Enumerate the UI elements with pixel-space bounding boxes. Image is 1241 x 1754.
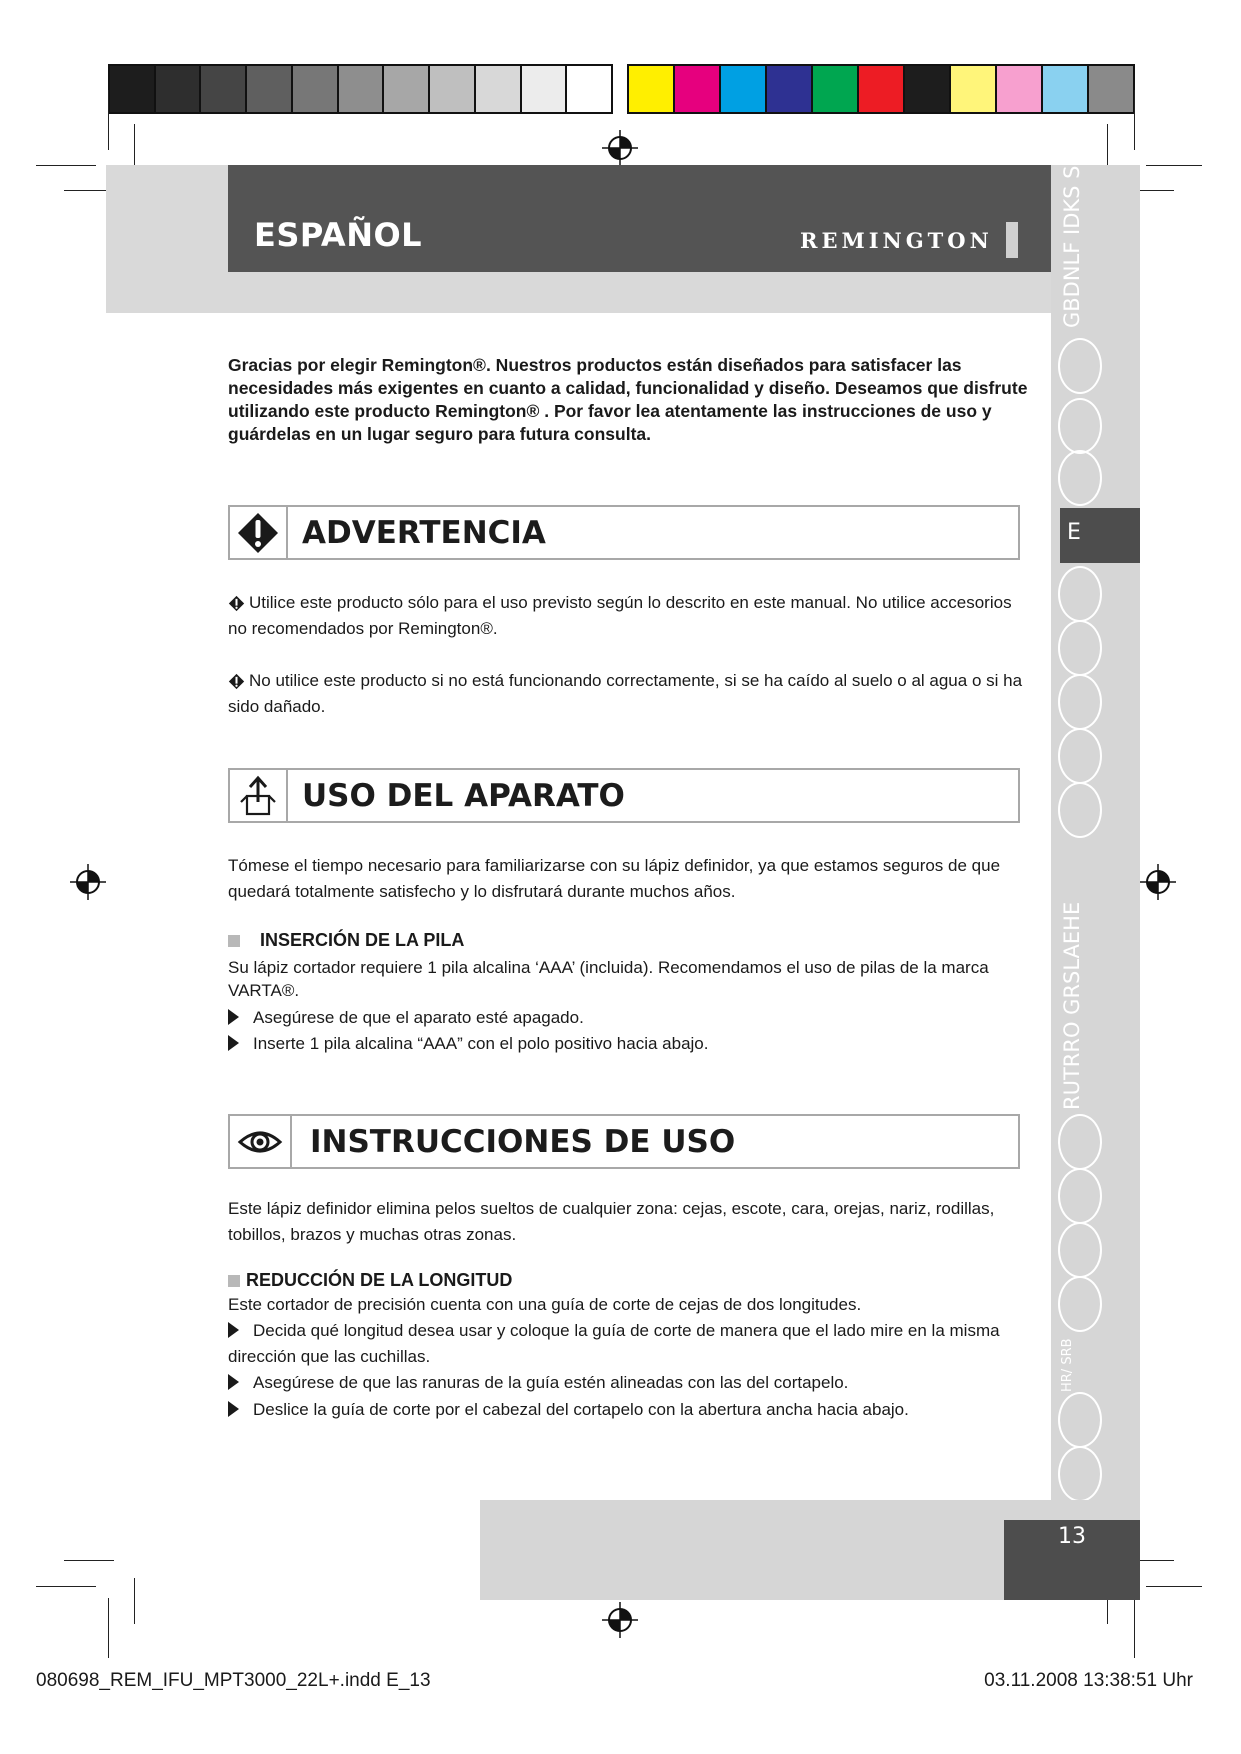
crop-mark	[1146, 1586, 1202, 1587]
warning-diamond-icon	[228, 595, 245, 612]
color-swatch	[1043, 66, 1089, 112]
crop-mark	[134, 124, 135, 170]
subsection-text: Su lápiz cortador requiere 1 pila alcalina ‘AAA’ (incluida). Recomendamos el uso de pilas de la marca VARTA®.	[228, 958, 989, 1000]
section-instrucciones-de-uso	[228, 1114, 1020, 1169]
color-swatch	[522, 66, 568, 112]
language-tab-ring	[1058, 1168, 1102, 1224]
page-number: 13	[1058, 1524, 1086, 1549]
step-item: Asegúrese de que las ranuras de la guía estén alineadas con las del cortapelo.	[228, 1370, 1028, 1396]
registration-mark-icon	[68, 862, 108, 902]
grayscale-color-bar	[108, 64, 613, 114]
section-advertencia	[228, 505, 1020, 560]
unpack-box-icon	[230, 770, 288, 821]
color-swatch	[813, 66, 859, 112]
step-item: Inserte 1 pila alcalina “AAA” con el polo positivo hacia abajo.	[228, 1031, 1028, 1057]
instrucciones-intro-paragraph: Este lápiz definidor elimina pelos sueltos de cualquier zona: cejas, escote, cara, orejas, nariz, rodillas, tobillos, brazos y muchas otras zonas.	[228, 1199, 995, 1244]
color-swatch	[629, 66, 675, 112]
language-tab-ring	[1058, 566, 1102, 622]
crop-mark	[134, 1578, 135, 1624]
language-tab-ring	[1058, 398, 1102, 454]
registration-mark-icon	[1138, 862, 1178, 902]
color-swatch	[767, 66, 813, 112]
triangle-bullet-icon	[228, 1322, 239, 1338]
warning-diamond-icon	[230, 507, 288, 558]
color-swatch	[201, 66, 247, 112]
crop-mark	[1134, 90, 1135, 150]
language-tab-ring	[1058, 1276, 1102, 1332]
language-tab-ring	[1058, 620, 1102, 676]
page-title: ESPAÑOL	[254, 216, 423, 254]
language-tab-ring	[1058, 782, 1102, 838]
language-tab-ring	[1058, 1446, 1102, 1502]
color-swatch	[721, 66, 767, 112]
uso-intro-paragraph: Tómese el tiempo necesario para familiarizarse con su lápiz definidor, ya que estamos seguros de que quedará totalmente satisfecho y lo disfrutará durante muchos años.	[228, 856, 1001, 901]
color-swatch	[476, 66, 522, 112]
language-codes-top: GBDNLF IDKS SKCZ	[1060, 123, 1084, 328]
color-swatch	[247, 66, 293, 112]
warning-diamond-icon	[228, 673, 245, 690]
crop-mark	[108, 90, 109, 150]
warning-item	[228, 668, 1028, 720]
crop-mark	[1134, 1598, 1135, 1658]
language-tab-ring	[1058, 450, 1102, 506]
section-title: USO DEL APARATO	[302, 778, 625, 814]
warning-text: No utilice este producto si no está funcionando correctamente, si se ha caído al suelo o al agua o si ha sido dañado.	[228, 671, 1023, 716]
registration-mark-icon	[600, 128, 640, 168]
step-item: Deslice la guía de corte por el cabezal del cortapelo con la abertura ancha hacia abajo.	[228, 1397, 1028, 1423]
crop-mark	[1146, 165, 1202, 166]
color-swatch	[1089, 66, 1133, 112]
crop-mark	[1107, 124, 1108, 170]
language-codes-middle: RUTRRO GRSLAEHE	[1060, 901, 1084, 1110]
triangle-bullet-icon	[228, 1035, 239, 1051]
color-swatch	[675, 66, 721, 112]
language-tab-ring	[1058, 1222, 1102, 1278]
color-swatch	[951, 66, 997, 112]
color-swatch	[339, 66, 385, 112]
registration-mark-icon	[600, 1600, 640, 1640]
color-swatch	[567, 66, 611, 112]
eye-icon	[230, 1116, 292, 1167]
step-item: Asegúrese de que el aparato esté apagado.	[228, 1005, 1028, 1031]
print-slug-timestamp: 03.11.2008 13:38:51 Uhr	[984, 1670, 1193, 1691]
color-swatch	[384, 66, 430, 112]
subsection-title: INSERCIÓN DE LA PILA	[228, 930, 464, 951]
crop-mark	[64, 1560, 114, 1561]
brand-logo: REMINGTON	[800, 228, 993, 253]
section-title: ADVERTENCIA	[302, 515, 546, 551]
subsection-text: Este cortador de precisión cuenta con una guía de corte de cejas de dos longitudes.	[228, 1295, 862, 1314]
print-slug-file: 080698_REM_IFU_MPT3000_22L+.indd E_13	[36, 1670, 431, 1691]
intro-paragraph: Gracias por elegir Remington®. Nuestros productos están diseñados para satisfacer las necesidades más exigentes en cuanto a calidad, funcionalidad y diseño. Deseamos que disfrute utilizando este producto Remington® . Por favor lea atentamente las instrucciones de uso y guárdelas en un lugar seguro para futura consulta.	[228, 355, 1028, 444]
language-tab-ring	[1058, 338, 1102, 394]
triangle-bullet-icon	[228, 1374, 239, 1390]
brand-accent	[1006, 222, 1018, 258]
square-bullet-icon	[228, 935, 240, 947]
square-bullet-icon	[228, 1275, 240, 1287]
crop-mark	[36, 1586, 96, 1587]
step-item: Decida qué longitud desea usar y coloque la guía de corte de manera que el lado mire en la misma dirección que las cuchillas.	[228, 1321, 1000, 1366]
color-swatch	[430, 66, 476, 112]
language-tab-ring	[1058, 1392, 1102, 1448]
subsection-title: REDUCCIÓN DE LA LONGITUD	[228, 1270, 512, 1291]
color-swatch	[905, 66, 951, 112]
process-color-bar	[627, 64, 1135, 114]
color-swatch	[859, 66, 905, 112]
triangle-bullet-icon	[228, 1009, 239, 1025]
current-language-label: E	[1067, 520, 1081, 545]
warning-item	[228, 590, 1028, 642]
color-swatch	[293, 66, 339, 112]
color-swatch	[110, 66, 156, 112]
triangle-bullet-icon	[228, 1401, 239, 1417]
language-tab-ring	[1058, 728, 1102, 784]
language-codes-low: HR/ SRB	[1060, 1338, 1075, 1392]
language-tab-ring	[1058, 674, 1102, 730]
crop-mark	[36, 165, 96, 166]
section-uso-del-aparato	[228, 768, 1020, 823]
language-tab-ring	[1058, 1114, 1102, 1170]
color-swatch	[156, 66, 202, 112]
warning-text: Utilice este producto sólo para el uso previsto según lo descrito en este manual. No utilice accesorios no recomendados por Remington®.	[228, 593, 1012, 638]
section-title: INSTRUCCIONES DE USO	[310, 1124, 736, 1160]
color-swatch	[997, 66, 1043, 112]
crop-mark	[108, 1598, 109, 1658]
